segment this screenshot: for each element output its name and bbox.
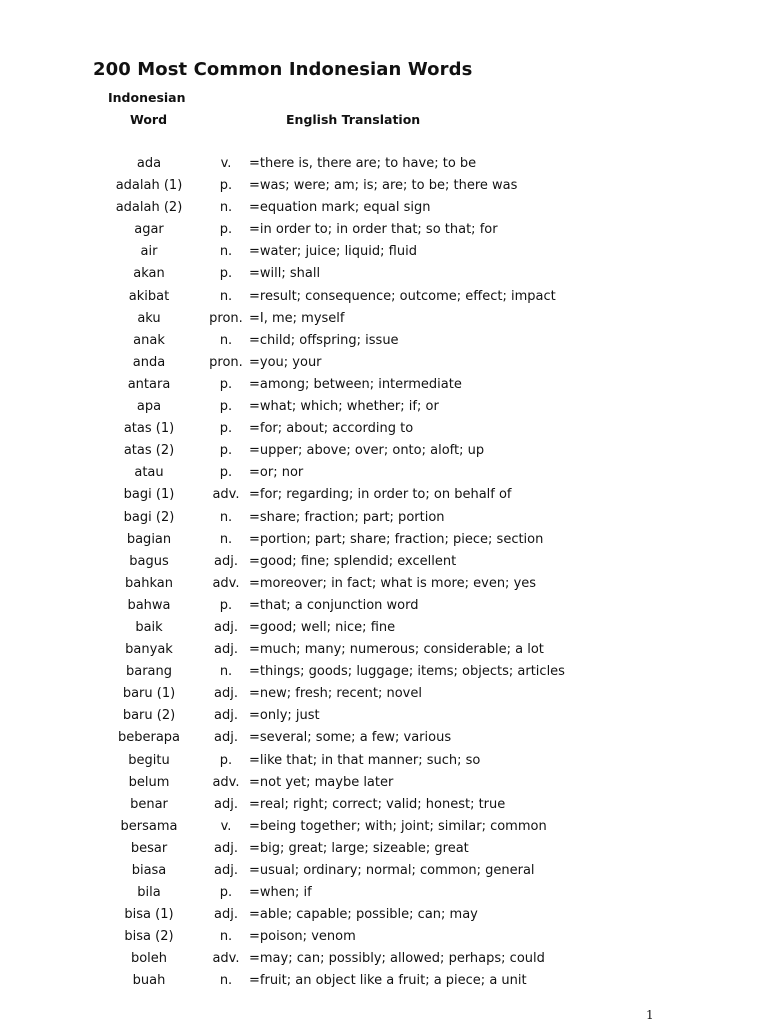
indonesian-word: agar	[134, 222, 164, 238]
english-translation: =that; a conjunction word	[249, 597, 419, 613]
part-of-speech: adv.	[212, 774, 240, 790]
part-of-speech: n.	[219, 244, 233, 260]
indonesian-word: air	[140, 244, 158, 260]
english-translation: =being together; with; joint; similar; common	[249, 818, 547, 834]
word-entry-row	[0, 705, 768, 727]
word-entry-row	[0, 374, 768, 396]
part-of-speech: v.	[220, 156, 232, 171]
english-translation: =good; well; nice; fine	[249, 619, 396, 635]
indonesian-word: baru (1)	[122, 686, 176, 702]
part-of-speech: adj.	[214, 553, 238, 569]
english-translation: =equation mark; equal sign	[249, 200, 431, 216]
part-of-speech: p.	[219, 752, 233, 768]
indonesian-word: biasa	[131, 863, 167, 878]
part-of-speech: pron.	[209, 354, 243, 370]
english-translation: =may; can; possibly; allowed; perhaps; could	[249, 951, 545, 967]
english-translation: =water; juice; liquid; fluid	[249, 244, 417, 260]
word-entry-row	[0, 882, 768, 904]
word-list	[0, 153, 768, 993]
indonesian-word: anak	[133, 332, 165, 348]
word-entry-row	[0, 595, 768, 617]
part-of-speech: p.	[219, 885, 233, 901]
english-translation: =things; goods; luggage; items; objects; articles	[249, 664, 565, 680]
part-of-speech: adj.	[214, 840, 238, 856]
part-of-speech: adv.	[212, 951, 240, 967]
word-entry-row	[0, 860, 768, 882]
english-translation: =able; capable; possible; can; may	[249, 907, 478, 923]
english-translation: =for; about; according to	[249, 421, 414, 437]
part-of-speech: p.	[219, 178, 233, 194]
english-translation: =several; some; a few; various	[249, 730, 452, 746]
part-of-speech: n.	[219, 200, 233, 216]
indonesian-word: bersama	[120, 818, 178, 834]
word-entry-row	[0, 308, 768, 330]
word-entry-row	[0, 926, 768, 948]
indonesian-word: besar	[130, 840, 168, 856]
english-translation: =child; offspring; issue	[249, 332, 399, 348]
word-entry-row	[0, 175, 768, 197]
indonesian-word: atas (1)	[123, 421, 175, 437]
indonesian-word: aku	[137, 310, 161, 326]
indonesian-word: akan	[133, 266, 165, 282]
word-entry-row	[0, 197, 768, 219]
part-of-speech: adj.	[214, 686, 238, 702]
indonesian-word: banyak	[125, 642, 173, 658]
english-translation: =new; fresh; recent; novel	[249, 686, 422, 702]
english-translation: =when; if	[249, 885, 312, 901]
word-entry-row	[0, 551, 768, 573]
word-entry-row	[0, 970, 768, 992]
part-of-speech: n.	[219, 332, 233, 348]
part-of-speech: v.	[220, 818, 232, 834]
english-translation: =I, me; myself	[249, 310, 345, 326]
page-title: 200 Most Common Indonesian Words	[93, 59, 473, 80]
word-entry-row	[0, 727, 768, 749]
english-translation: =for; regarding; in order to; on behalf of	[249, 487, 512, 503]
indonesian-word: bisa (1)	[124, 907, 174, 923]
word-entry-row	[0, 263, 768, 285]
indonesian-word: baru (2)	[122, 708, 176, 724]
word-entry-row	[0, 418, 768, 440]
word-entry-row	[0, 639, 768, 661]
word-entry-row	[0, 507, 768, 529]
page-number: 1	[646, 1008, 654, 1022]
part-of-speech: p.	[219, 222, 233, 238]
word-entry-row	[0, 661, 768, 683]
indonesian-word: bagi (2)	[123, 509, 175, 525]
english-translation: =good; fine; splendid; excellent	[249, 553, 457, 569]
indonesian-word: benar	[130, 796, 168, 812]
word-entry-row	[0, 484, 768, 506]
part-of-speech: p.	[219, 597, 233, 613]
indonesian-word: antara	[127, 376, 171, 392]
english-translation: =or; nor	[249, 465, 304, 481]
indonesian-word: ada	[136, 156, 162, 171]
part-of-speech: p.	[219, 421, 233, 437]
word-entry-row	[0, 529, 768, 551]
indonesian-word: barang	[125, 664, 173, 680]
english-translation: =was; were; am; is; are; to be; there was	[249, 178, 518, 194]
indonesian-word: bila	[137, 885, 161, 901]
english-translation: =in order to; in order that; so that; for	[249, 222, 498, 238]
part-of-speech: n.	[219, 509, 233, 525]
part-of-speech: adv.	[212, 575, 240, 591]
word-entry-row	[0, 219, 768, 241]
indonesian-word: bagian	[126, 531, 172, 547]
part-of-speech: adj.	[214, 907, 238, 923]
english-translation: =fruit; an object like a fruit; a piece; a unit	[249, 973, 527, 989]
indonesian-word: boleh	[130, 951, 168, 967]
indonesian-word: adalah (1)	[115, 178, 183, 194]
part-of-speech: adj.	[214, 730, 238, 746]
word-entry-row	[0, 772, 768, 794]
indonesian-word: akibat	[128, 288, 170, 304]
indonesian-word: bagi (1)	[123, 487, 175, 503]
word-entry-row	[0, 948, 768, 970]
word-entry-row	[0, 462, 768, 484]
part-of-speech: n.	[219, 664, 233, 680]
word-entry-row	[0, 750, 768, 772]
indonesian-word: buah	[132, 973, 166, 989]
part-of-speech: adv.	[212, 487, 240, 503]
word-entry-row	[0, 617, 768, 639]
part-of-speech: n.	[219, 288, 233, 304]
indonesian-word: adalah (2)	[115, 200, 183, 216]
english-translation: =there is, there are; to have; to be	[249, 156, 477, 171]
english-translation: =what; which; whether; if; or	[249, 399, 439, 415]
english-translation: =big; great; large; sizeable; great	[249, 840, 469, 856]
part-of-speech: adj.	[214, 642, 238, 658]
word-entry-row	[0, 573, 768, 595]
word-entry-row	[0, 241, 768, 263]
word-entry-row	[0, 838, 768, 860]
english-translation: =among; between; intermediate	[249, 376, 462, 392]
part-of-speech: adj.	[214, 796, 238, 812]
english-translation: =will; shall	[249, 266, 321, 282]
indonesian-word: bisa (2)	[124, 929, 174, 945]
word-entry-row	[0, 352, 768, 374]
part-of-speech: n.	[219, 929, 233, 945]
word-entry-row	[0, 286, 768, 308]
english-translation: =real; right; correct; valid; honest; true	[249, 796, 506, 812]
word-entry-row	[0, 816, 768, 838]
part-of-speech: adj.	[214, 863, 238, 878]
word-entry-row	[0, 153, 768, 175]
indonesian-word: beberapa	[117, 730, 181, 746]
indonesian-word: baik	[135, 619, 163, 635]
english-translation: =moreover; in fact; what is more; even; yes	[249, 575, 537, 591]
indonesian-word: anda	[132, 354, 166, 370]
english-translation: =usual; ordinary; normal; common; general	[249, 863, 535, 878]
indonesian-word: bagus	[129, 553, 169, 569]
indonesian-word: begitu	[128, 752, 170, 768]
english-translation: =only; just	[249, 708, 320, 724]
english-translation: =share; fraction; part; portion	[249, 509, 445, 525]
word-entry-row	[0, 794, 768, 816]
word-entry-row	[0, 904, 768, 926]
english-translation: =upper; above; over; onto; aloft; up	[249, 443, 485, 459]
english-translation: =like that; in that manner; such; so	[249, 752, 481, 768]
indonesian-word: atas (2)	[123, 443, 175, 459]
part-of-speech: p.	[219, 465, 233, 481]
indonesian-word: bahwa	[127, 597, 171, 613]
part-of-speech: p.	[219, 443, 233, 459]
column-header-word-line1: Indonesian	[108, 90, 186, 105]
indonesian-word: atau	[134, 465, 164, 481]
word-entry-row	[0, 440, 768, 462]
part-of-speech: n.	[219, 973, 233, 989]
word-entry-row	[0, 683, 768, 705]
column-header-word-line2: Word	[130, 112, 168, 127]
indonesian-word: bahkan	[125, 575, 173, 591]
english-translation: =portion; part; share; fraction; piece; section	[249, 531, 544, 547]
part-of-speech: p.	[219, 399, 233, 415]
part-of-speech: adj.	[214, 619, 238, 635]
part-of-speech: adj.	[214, 708, 238, 724]
indonesian-word: belum	[128, 774, 170, 790]
english-translation: =poison; venom	[249, 929, 356, 945]
word-entry-row	[0, 330, 768, 352]
column-header-translation: English Translation	[286, 112, 421, 127]
english-translation: =you; your	[249, 354, 322, 370]
part-of-speech: pron.	[209, 310, 243, 326]
english-translation: =result; consequence; outcome; effect; impact	[249, 288, 556, 304]
part-of-speech: p.	[219, 266, 233, 282]
word-entry-row	[0, 396, 768, 418]
english-translation: =much; many; numerous; considerable; a lot	[249, 642, 544, 658]
indonesian-word: apa	[136, 399, 162, 415]
english-translation: =not yet; maybe later	[249, 774, 394, 790]
part-of-speech: p.	[219, 376, 233, 392]
part-of-speech: n.	[219, 531, 233, 547]
